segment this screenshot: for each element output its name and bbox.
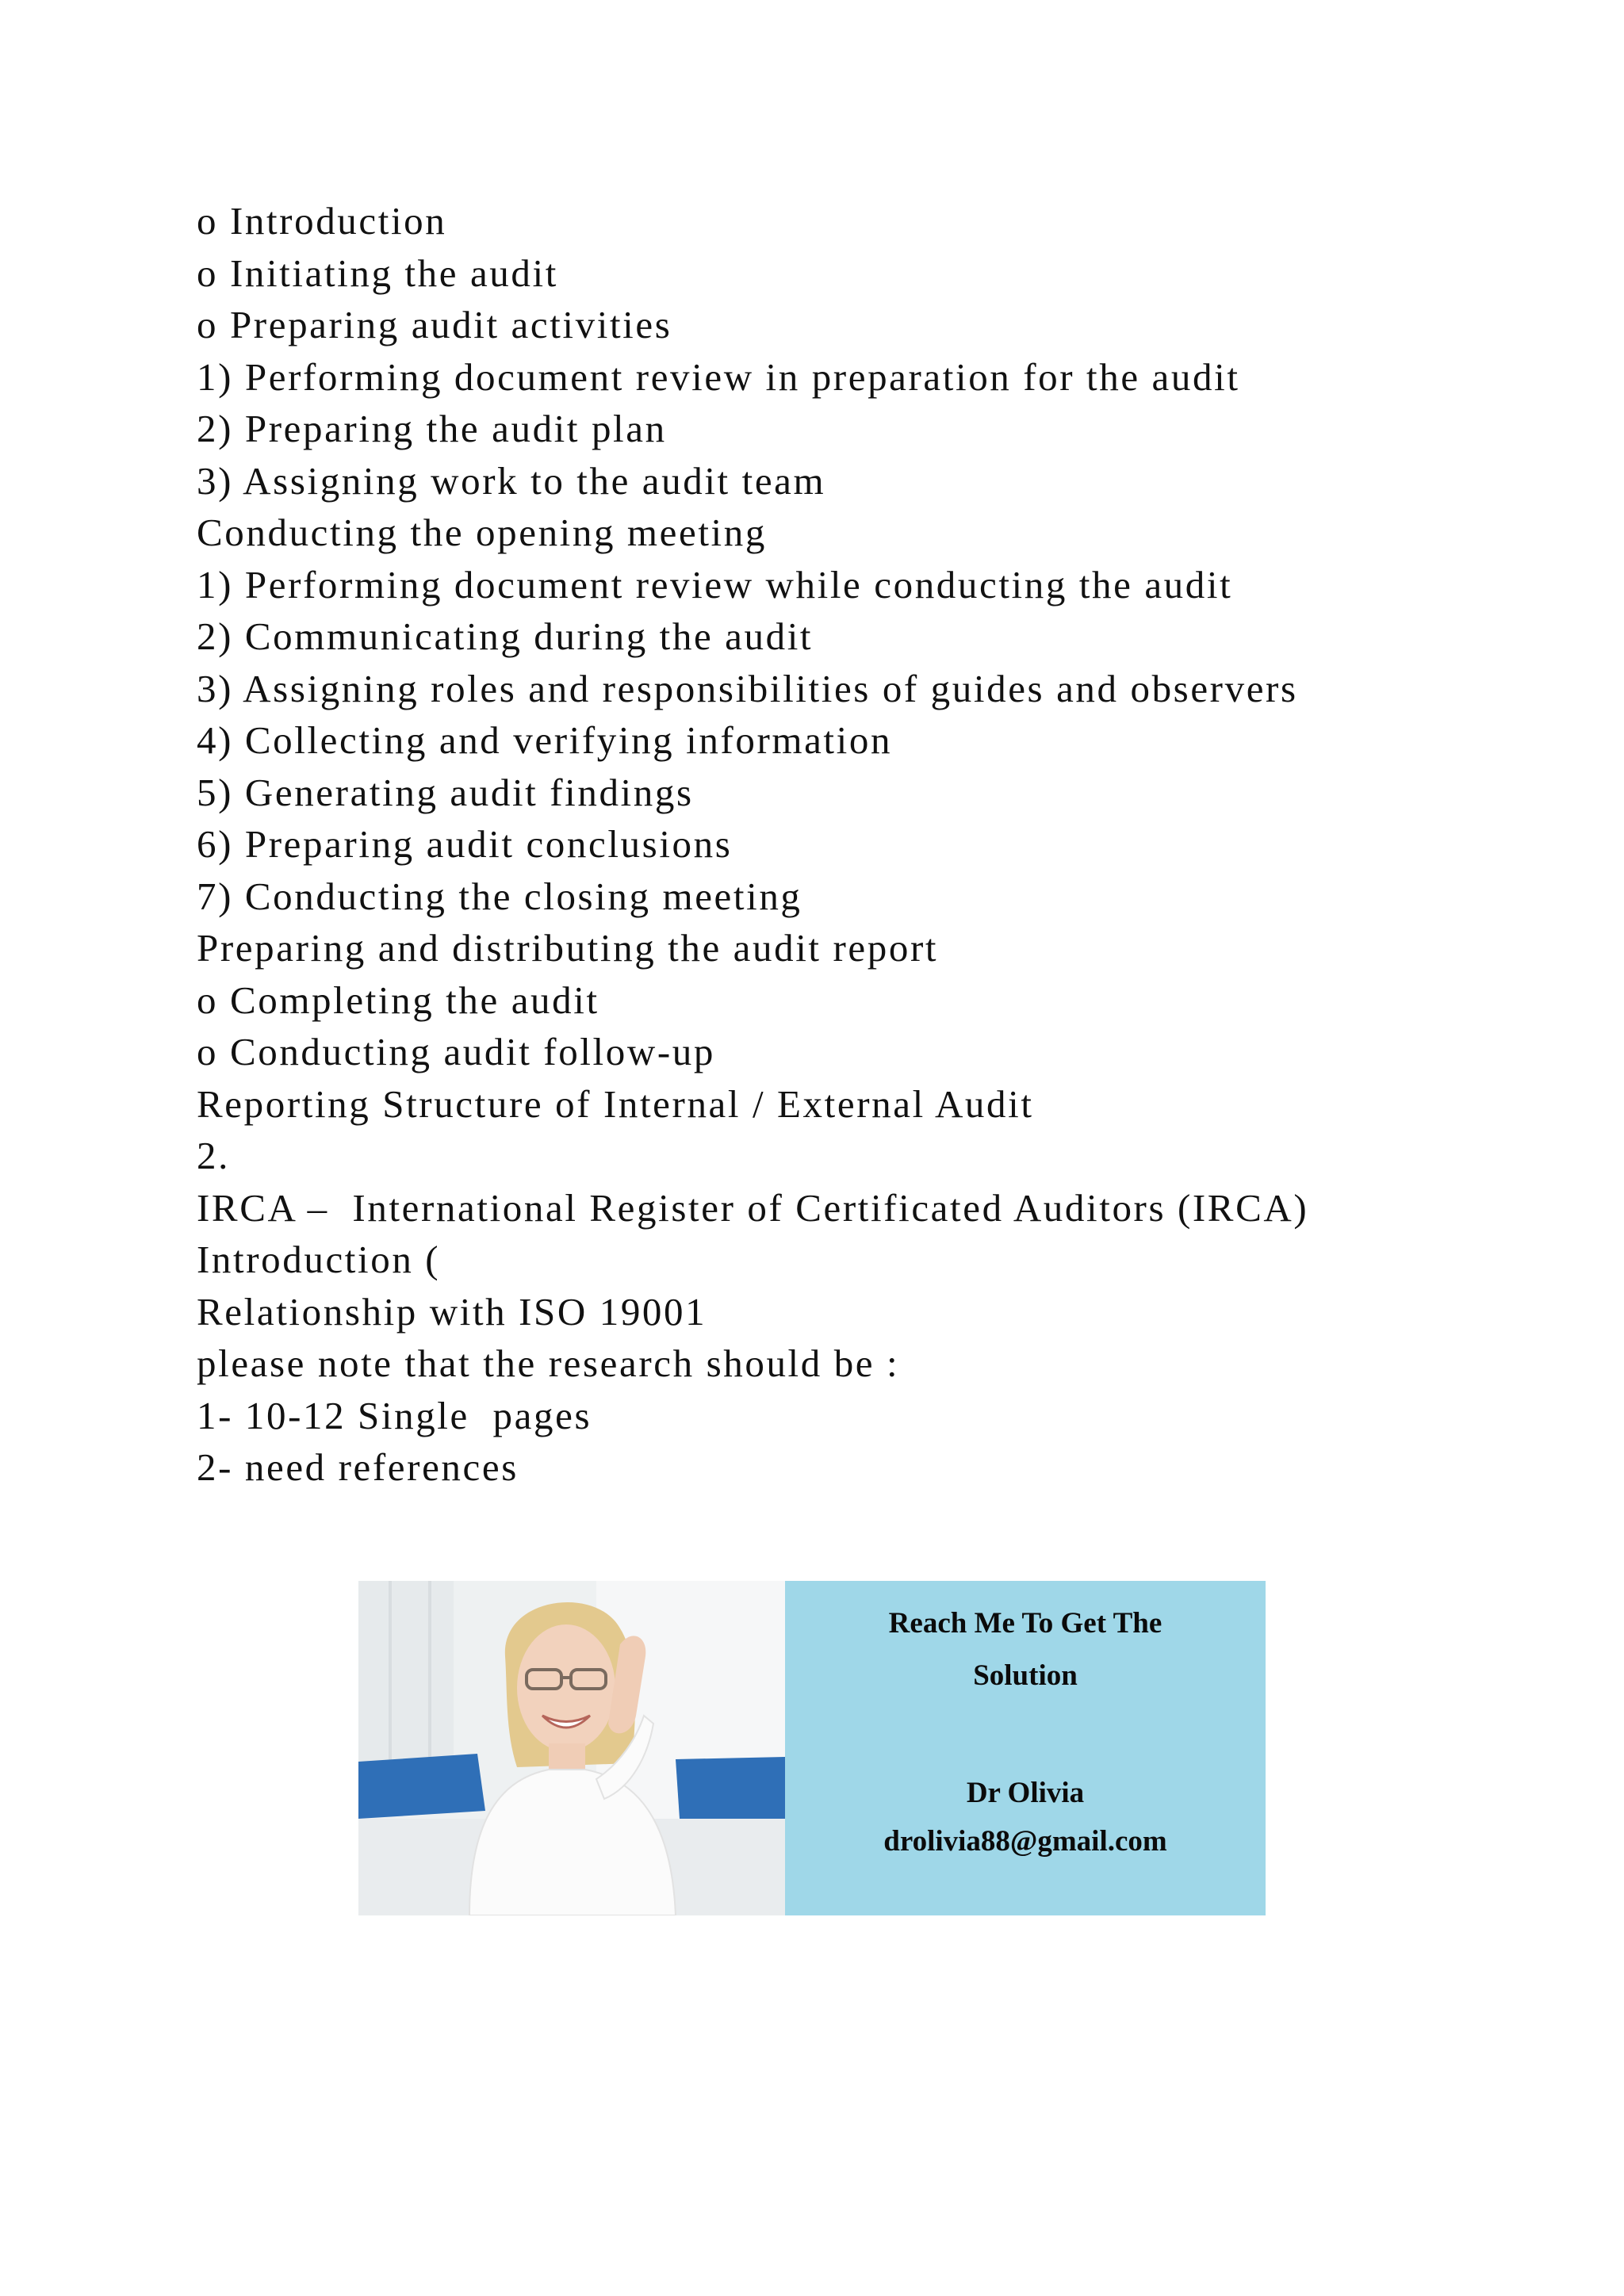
text-line: please note that the research should be :	[197, 1341, 900, 1385]
contact-name: Dr Olivia	[966, 1777, 1085, 1809]
contact-banner	[358, 1581, 1266, 1915]
text-line: 2- need references	[197, 1445, 519, 1489]
promo-headline: Reach Me To Get The	[888, 1607, 1162, 1640]
text-line: o Initiating the audit	[197, 251, 558, 295]
text-line: o Preparing audit activities	[197, 303, 672, 346]
text-line: 4) Collecting and verifying information	[197, 718, 893, 762]
text-line: Conducting the opening meeting	[197, 511, 767, 554]
text-line: 1) Performing document review in preparation for the audit	[197, 354, 1240, 399]
text-line: IRCA – International Register of Certificated Auditors (IRCA)	[197, 1185, 1309, 1230]
document-body	[197, 195, 1545, 1494]
contact-promo-panel	[785, 1581, 1266, 1915]
text-line: 3) Assigning work to the audit team	[197, 458, 826, 503]
contact-email: drolivia88@gmail.com	[883, 1825, 1167, 1858]
text-line: Preparing and distributing the audit report	[197, 926, 939, 970]
text-line: Reporting Structure of Internal / External Audit	[197, 1081, 1034, 1126]
text-line: Relationship with ISO 19001	[197, 1289, 707, 1334]
promo-headline-continued: Solution	[973, 1659, 1078, 1692]
smiling-woman-photo-icon	[358, 1581, 785, 1915]
text-line: 5) Generating audit findings	[197, 770, 694, 814]
text-line: o Conducting audit follow-up	[197, 1030, 715, 1073]
text-line: 3) Assigning roles and responsibilities of guides and observers	[197, 666, 1298, 710]
text-line: 1) Performing document review while conducting the audit	[197, 562, 1233, 607]
text-line: o Completing the audit	[197, 978, 599, 1022]
text-line: 2) Communicating during the audit	[197, 614, 814, 658]
text-line: Introduction (	[197, 1238, 441, 1281]
text-line: o Introduction	[197, 199, 447, 243]
text-line: 6) Preparing audit conclusions	[197, 822, 733, 866]
text-line: 2.	[197, 1134, 230, 1177]
text-line: 2) Preparing the audit plan	[197, 407, 667, 450]
text-line: 1- 10-12 Single pages	[197, 1393, 592, 1437]
text-line: 7) Conducting the closing meeting	[197, 874, 802, 918]
